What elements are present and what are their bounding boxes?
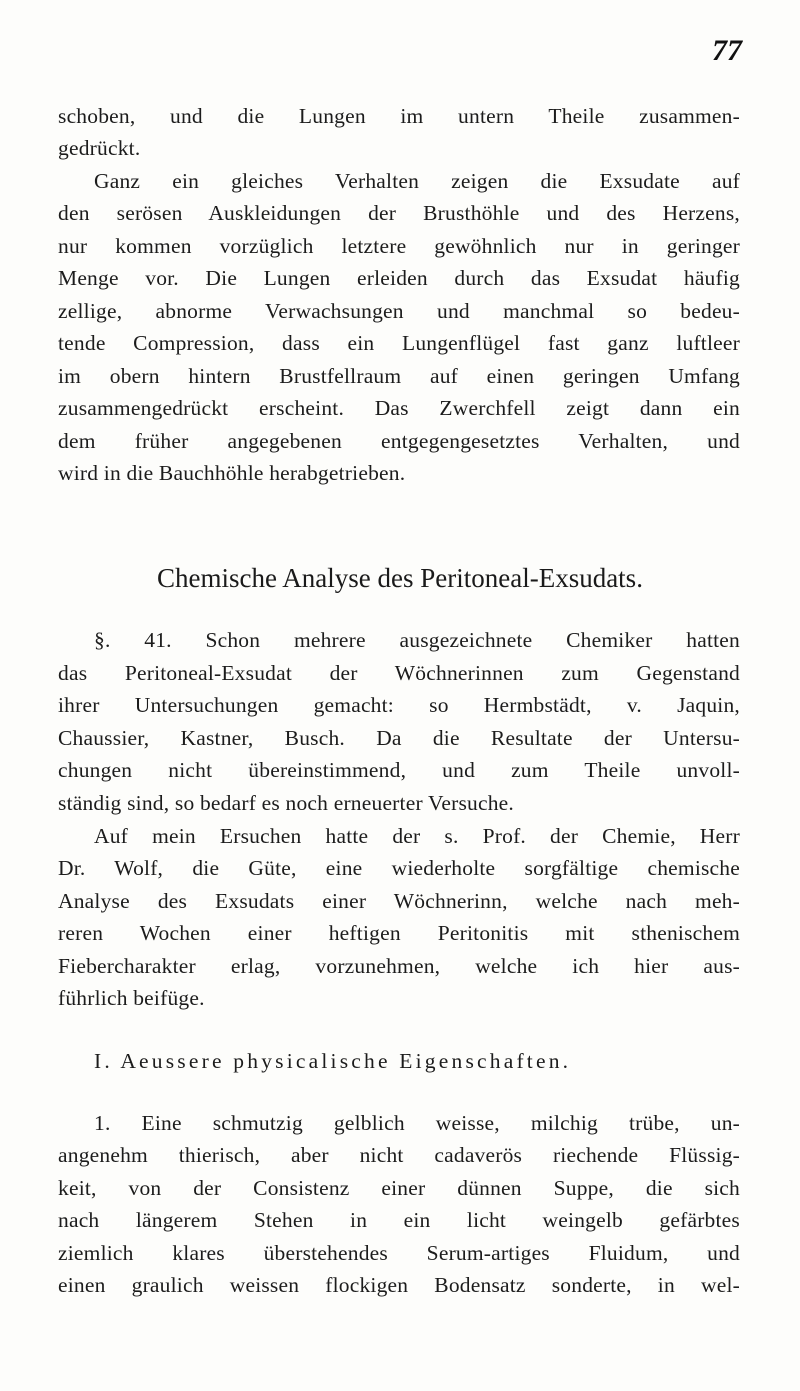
text-line: führlich beifüge. — [58, 986, 205, 1010]
text-line: nur kommen vorzüglich letztere gewöhnlich nur in geringer — [58, 234, 740, 258]
text-line: ständig sind, so bedarf es noch erneuerter Versuche. — [58, 791, 514, 815]
text-line: Dr. Wolf, die Güte, eine wiederholte sorgfältige chemische — [58, 856, 740, 880]
subsection-heading: I. Aeussere physicalische Eigenschaften. — [94, 1049, 572, 1073]
text-line: 1. Eine schmutzig gelblich weisse, milchig trübe, un- — [94, 1111, 740, 1135]
text-line: zusammengedrückt erscheint. Das Zwerchfell zeigt dann ein — [58, 396, 740, 420]
text-line: Ganz ein gleiches Verhalten zeigen die Exsudate auf — [94, 169, 740, 193]
text-line: einen graulich weissen flockigen Bodensatz sonderte, in wel- — [58, 1273, 740, 1297]
text-line: schoben, und die Lungen im untern Theile zusammen- — [58, 104, 740, 128]
text-line: ihrer Untersuchungen gemacht: so Hermbstädt, v. Jaquin, — [58, 693, 740, 717]
text-line: das Peritoneal-Exsudat der Wöchnerinnen zum Gegenstand — [58, 661, 740, 685]
text-line: angenehm thierisch, aber nicht cadaverös riechende Flüssig- — [58, 1143, 740, 1167]
section-heading: Chemische Analyse des Peritoneal-Exsudats. — [157, 563, 643, 593]
text-line: nach längerem Stehen in ein licht weingelb gefärbtes — [58, 1208, 740, 1232]
text-line: gedrückt. — [58, 136, 141, 160]
text-line: §. 41. Schon mehrere ausgezeichnete Chemiker hatten — [94, 628, 740, 652]
text-line: ziemlich klares überstehendes Serum-artiges Fluidum, und — [58, 1241, 740, 1265]
text-line: Auf mein Ersuchen hatte der s. Prof. der Chemie, Herr — [94, 824, 740, 848]
text-line: Analyse des Exsudats einer Wöchnerinn, welche nach meh- — [58, 889, 740, 913]
text-line: keit, von der Consistenz einer dünnen Suppe, die sich — [58, 1176, 740, 1200]
text-line: im obern hintern Brustfellraum auf einen geringen Umfang — [58, 364, 740, 388]
text-line: reren Wochen einer heftigen Peritonitis mit sthenischem — [58, 921, 740, 945]
text-line: den serösen Auskleidungen der Brusthöhle und des Herzens, — [58, 201, 740, 225]
text-line: zellige, abnorme Verwachsungen und manchmal so bedeu- — [58, 299, 740, 323]
text-line: Fiebercharakter erlag, vorzunehmen, welche ich hier aus- — [58, 954, 740, 978]
text-line: Menge vor. Die Lungen erleiden durch das Exsudat häufig — [58, 266, 740, 290]
text-line: chungen nicht übereinstimmend, und zum Theile unvoll- — [58, 758, 740, 782]
text-line: dem früher angegebenen entgegengesetztes Verhalten, und — [58, 429, 740, 453]
text-line: wird in die Bauchhöhle herabgetrieben. — [58, 461, 406, 485]
text-line: Chaussier, Kastner, Busch. Da die Resultate der Untersu- — [58, 726, 740, 750]
text-line: tende Compression, dass ein Lungenflügel fast ganz luftleer — [58, 331, 740, 355]
page-number: 77 — [712, 34, 742, 67]
